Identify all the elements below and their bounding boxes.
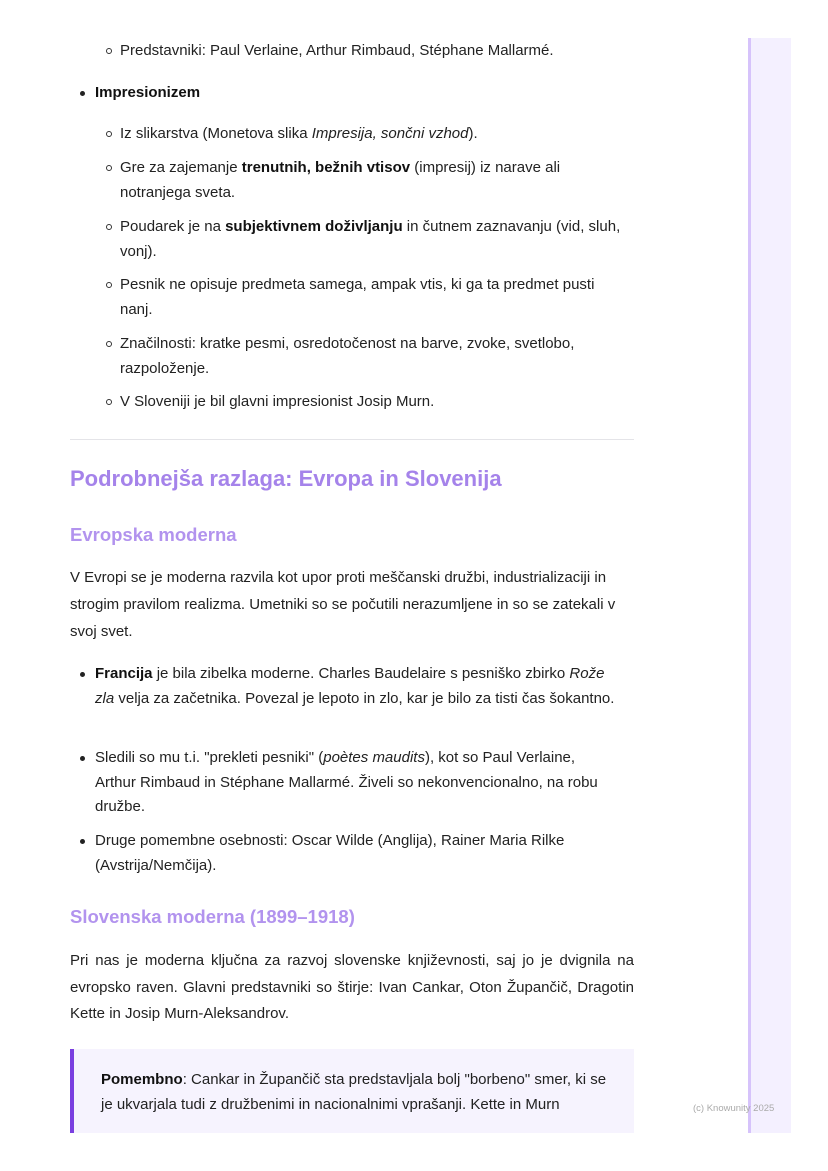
side-panel-border [748,38,751,1133]
text: je bila zibelka moderne. Charles Baudelaire s pesniško zbirko [152,665,570,682]
list-item [120,39,630,64]
list-item [95,746,615,820]
text: Iz slikarstva (Monetova slika [120,125,312,142]
text: V Sloveniji je bil glavni impresionist Josip Murn. [120,393,435,410]
text: ). [468,125,478,142]
list-item [120,122,630,147]
list-item [120,156,570,205]
list-item [120,390,630,415]
item-title: Impresionizem [95,84,201,101]
subheading-european: Evropska moderna [70,524,237,545]
paragraph: Pri nas je moderna ključna za razvoj slovenske književnosti, saj jo je dvignila na evropsko raven. Glavni predstavniki so štirje: Ivan Cankar, Oton Župančič, Dragotin Kette in Josip Murn-Aleksandrov. [70,952,634,1022]
bold-text: Francija [95,665,153,682]
italic-text: poètes maudits [323,749,425,766]
text: Značilnosti: kratke pesmi, osredotočenost na barve, zvoke, svetlobo, razpoloženje. [120,335,575,377]
side-panel [748,38,791,1133]
text: in čutnem zaznavanju (vid, sluh, vonj). [120,218,621,260]
italic-text: Impresija, sončni vzhod [311,125,469,142]
bold-text: trenutnih, bežnih vtisov [241,159,411,176]
callout-text: : Cankar in Župančič sta predstavljala bolj "borbeno" smer, ki se je ukvarjala tudi z družbenimi in nacionalnimi vprašanji. Kette in Murn [101,1071,607,1113]
text: velja za začetnika. Povezal je lepoto in zlo, kar je bilo za tisti čas šokantno. [114,689,615,707]
bold-text: subjektivnem doživljanju [225,218,403,235]
important-callout [70,1049,634,1133]
list-item [120,215,630,264]
text: Gre za zajemanje [120,159,242,176]
list-item-impresionizem [95,81,625,106]
list-item [120,273,620,322]
text: Poudarek je na [120,218,226,235]
list-item [95,662,625,711]
italic-text: Rože zla [95,665,605,707]
text: Sledili so mu t.i. "prekleti pesniki" ( [95,749,324,766]
text: Pesnik ne opisuje predmeta samega, ampak vtis, ki ga ta predmet pusti nanj. [120,276,595,318]
copyright-footer: (c) Knowunity 2025 [693,1103,775,1114]
callout-label: Pomembno [101,1071,183,1088]
text: Druge pomembne osebnosti: Oscar Wilde (Anglija), Rainer Maria Rilke (Avstrija/Nemčija). [95,832,565,874]
list-item [95,829,595,878]
text: (impresij) iz narave ali notranjega sveta. [120,159,561,201]
list-item [120,332,600,381]
text: ), kot so Paul Verlaine, Arthur Rimbaud in Stéphane Mallarmé. Živeli so nekonvencionalno, na robu družbe. [95,749,598,815]
section-heading: Podrobnejša razlaga: Evropa in Slovenija [70,466,502,491]
subheading-slovenian: Slovenska moderna (1899–1918) [70,906,355,927]
paragraph: V Evropi se je moderna razvila kot upor proti meščanski družbi, industrializaciji in strogim pravilom realizma. Umetniki so se počutili nerazumljene in so se zatekali v svoj svet. [70,569,616,640]
divider [70,439,634,440]
item-text: Predstavniki: Paul Verlaine, Arthur Rimbaud, Stéphane Mallarmé. [120,42,554,59]
